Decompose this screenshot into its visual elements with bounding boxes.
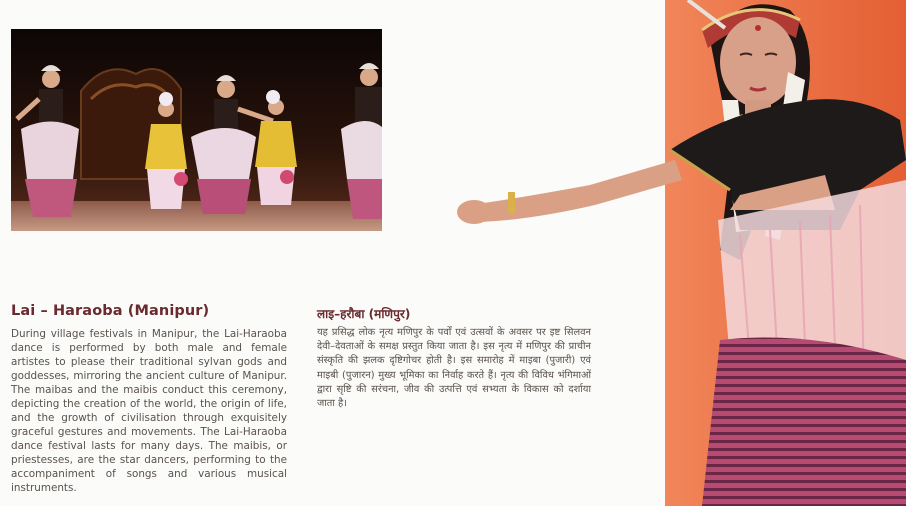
english-body: During village festivals in Manipur, the Lai-Haraoba dance is performed by both male and female artistes to please their traditional sylvan gods and goddesses, mirroring the ancient culture of Manipur. The maibas and the maibis conduct this ceremony, depicting the creation of the world, the origin of life, and the growth of civilisation through exquisitely graceful gestures and movements. The Lai-Haraoba dance festival lasts for many days. The maibis, or priestesses, are the star dancers, performing to the accompaniment of songs and various musical instruments. <box>11 328 287 494</box>
english-title: Lai – Haraoba (Manipur) <box>11 303 210 319</box>
group-dance-illustration <box>11 29 382 231</box>
hindi-body: यह प्रसिद्ध लोक नृत्य मणिपुर के पर्वों एवं उत्सवों के अवसर पर इष्ट सिलवन देवी–देवताओं के समक्ष प्रस्तुत किया जाता है। इस नृत्य में मणिपुर की प्राचीन संस्कृति की झलक दृष्टिगोचर होती है। इस समारोह में माइबा (पुजारी) एवं माइबी (पुजारन) मुख्य भूमिका का निर्वाह करते हैं। नृत्य की विविध भंगिमाओं द्वारा सृष्टि की सरंचना, जीव की उत्पत्ति एवं सभ्यता के विकास को दर्शाया जाता है। <box>317 327 591 410</box>
hindi-title: लाइ–हरौबा (मणिपुर) <box>317 307 411 321</box>
solo-dancer-illustration <box>440 0 906 506</box>
group-dance-photo <box>11 29 382 231</box>
solo-dancer-photo <box>440 0 906 506</box>
